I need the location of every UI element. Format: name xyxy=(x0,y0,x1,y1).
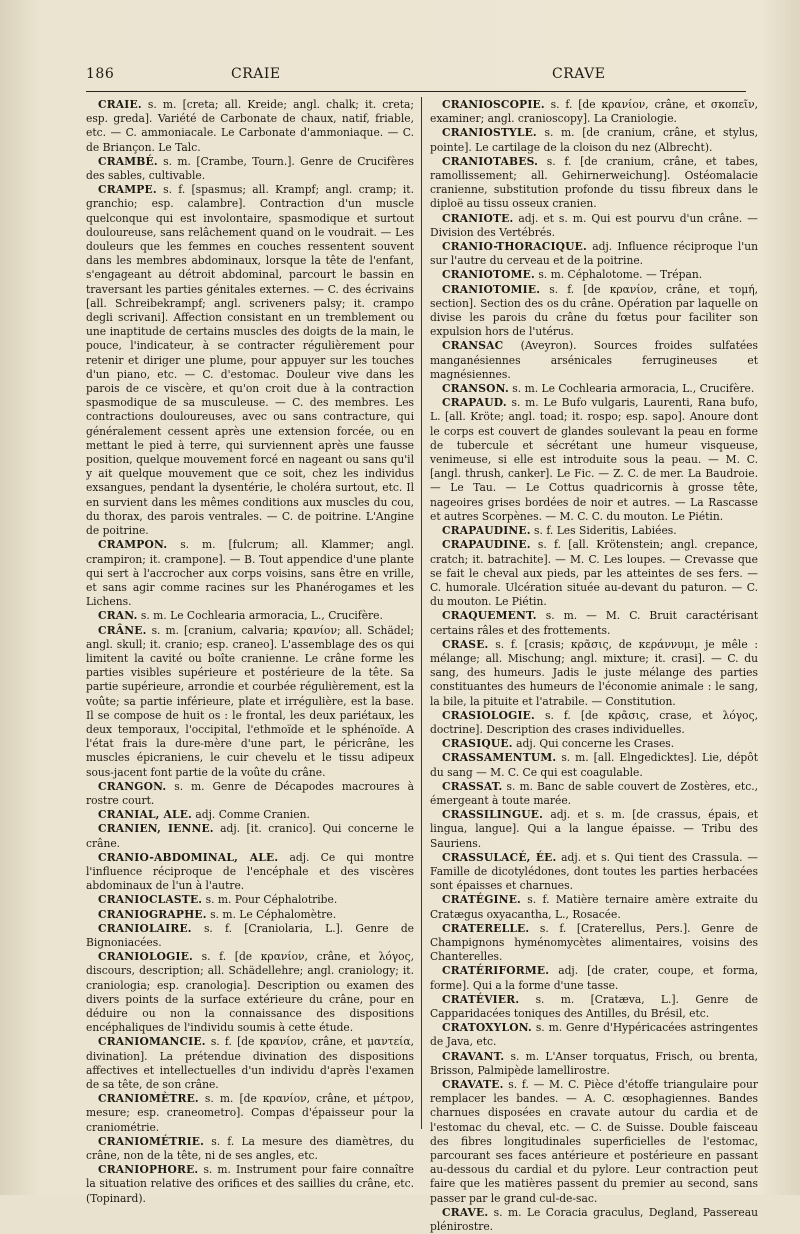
entry-headword: CRATÉVIER. xyxy=(442,992,520,1006)
entry-definition: s. m. — M. C. Bruit caractérisant certains râles et des frottements. xyxy=(430,609,758,637)
dictionary-entry xyxy=(430,339,758,382)
entry-definition: s. m. Pour Céphalotribe. xyxy=(202,893,338,907)
dictionary-entry xyxy=(86,1035,414,1092)
dictionary-entry xyxy=(86,808,414,822)
entry-headword: CRANIOLAIRE. xyxy=(98,921,192,935)
entry-headword: CRAVATE. xyxy=(442,1078,504,1092)
dictionary-entry xyxy=(430,808,758,851)
entry-headword: CRANIOPHORE. xyxy=(98,1163,199,1177)
entry-definition: s. m. Genre de Décapodes macroures à rostre court. xyxy=(86,779,414,807)
dictionary-entry xyxy=(430,538,758,609)
dictionary-entry xyxy=(430,780,758,808)
entry-headword: CRANIOMÈTRE. xyxy=(98,1092,199,1106)
dictionary-entry xyxy=(86,1163,414,1206)
entry-headword: CRÂNE. xyxy=(98,623,147,637)
entry-definition: s. m. [cranium, calvaria; κρανίον; all. Schädel; angl. skull; it. cranio; esp. craneo]. L'assemblage des os qui limitent la cavité ou boîte cranienne. Le crâne forme les parties visibles supérieure et postérieure de la tête. Sa partie supérieure, arrondie et courbée régulièrement, est la voûte; sa partie inférieure, plate et irrégulière, est la base. Il se compose de huit os : le frontal, les deux pariétaux, les deux temporaux, l'occipital, l'ethmoïde et le sphénoïde. A l'état frais la dure-mère d'une part, le péricrâne, les muscles épicraniens, le cuir chevelu et le tissu adipeux sous-jacent font partie de la voûte du crâne. xyxy=(86,623,414,779)
entry-headword: CRAMPE. xyxy=(98,183,157,197)
entry-headword: CRAPAUDINE. xyxy=(442,538,531,552)
entry-headword: CRATÉRIFORME. xyxy=(442,964,550,978)
dictionary-entry xyxy=(86,780,414,808)
entry-headword: CRANIOMÉTRIE. xyxy=(98,1134,205,1148)
entry-definition: adj. [de crater, coupe, et forma, forme]. Qui a la forme d'une tasse. xyxy=(430,964,758,992)
entry-definition: s. m. [de cranium, crâne, et stylus, pointe]. Le cartilage de la cloison du nez (Albrecht). xyxy=(430,126,758,154)
entry-headword: CRAPAUD. xyxy=(442,396,507,410)
entry-headword: CRAQUEMENT. xyxy=(442,609,537,623)
entry-headword: CRASSILINGUE. xyxy=(442,808,544,822)
dictionary-entry xyxy=(86,893,414,907)
entry-headword: CRATÉGINE. xyxy=(442,893,521,907)
entry-definition: s. f. Les Sideritis, Labiées. xyxy=(530,524,677,538)
entry-headword: CRANSAC xyxy=(442,339,504,353)
dictionary-entry xyxy=(430,709,758,737)
dictionary-entry xyxy=(430,382,758,396)
entry-definition: s. m. [Crambe, Tourn.]. Genre de Crucifères des sables, cultivable. xyxy=(86,154,414,183)
right-column xyxy=(430,98,758,1234)
entry-headword: CRASSAMENTUM. xyxy=(442,751,557,765)
dictionary-entry xyxy=(430,922,758,965)
entry-definition: adj. Influence réciproque l'un sur l'autre du cerveau et de la poitrine. xyxy=(430,240,758,268)
entry-definition: s. m. L'Anser torquatus, Frisch, ou brenta, Brisson, Palmipède lamellirostre. xyxy=(430,1049,758,1077)
dictionary-entry xyxy=(430,212,758,240)
entry-definition: s. m. Banc de sable couvert de Zostères, etc., émergeant à toute marée. xyxy=(430,779,758,807)
entry-definition: s. f. [de cranium, crâne, et tabes, ramollissement; all. Gehirnerweichung]. Ostéomalacie cranienne, substitution profonde du tissu fibreux dans le diploë au tissu osseux cranien. xyxy=(430,154,758,211)
entry-headword: CRANIOSCOPIE. xyxy=(442,98,545,111)
entry-definition: s. f. [de κρᾶσις, crase, et λόγος, doctrine]. Description des crases individuelles. xyxy=(430,708,758,736)
page-number: 186 xyxy=(86,66,115,82)
entry-definition: adj. et s. m. [de crassus, épais, et lingua, langue]. Qui a la langue épaisse. — Tribu des Sauriens. xyxy=(430,808,758,850)
dictionary-entry xyxy=(430,751,758,779)
dictionary-entry xyxy=(430,893,758,921)
entry-definition: adj. [it. cranico]. Qui concerne le crâne. xyxy=(86,822,414,850)
dictionary-entry xyxy=(86,624,414,780)
dictionary-entry xyxy=(430,396,758,524)
dictionary-entry xyxy=(86,538,414,609)
entry-definition: s. m. [de κρανίον, crâne, et μέτρον, mesure; esp. craneometro]. Compas d'épaisseur pour la craniométrie. xyxy=(86,1092,414,1134)
entry-definition: s. m. Céphalotome. — Trépan. xyxy=(534,268,703,282)
entry-definition: s. m. [Cratæva, L.]. Genre de Capparidacées toniques des Antilles, du Brésil, etc. xyxy=(430,992,758,1020)
entry-definition: s. f. [spasmus; all. Krampf; angl. cramp; it. granchio; esp. calambre]. Contraction d'un muscle quelconque qui est involontaire, spasmodique et surtout douloureuse, sans relâchement quand on le voudrait. — Les douleurs que les femmes en couches ressentent souvent dans les membres abdominaux, lorsque la tête de l'enfant, s'engageant au détroit abdominal, parcourt le bassin en traversant les parties génitales externes. — C. des écrivains [all. Schreibekrampf; angl. scriveners palsy; it. crampo degli scrivani]. Affection consistant en un tremblement ou une inaptitude de certains muscles des doigts de la main, le pouce, l'indicateur, à se contracter régulièrement pour retenir et diriger une plume, pour appuyer sur les touches d'un piano, etc. — C. d'estomac. Douleur vive dans les parois de ce viscère, et qu'on croit due à la contraction spasmodique de sa musculeuse. — C. des membres. Les contractions douloureuses, avec ou sans contracture, qui généralement cessent après une extension forcée, ou en mettant le pied à terre, qui surviennent après une fausse position, quelque mouvement forcé en nageant ou sans qu'il y ait quelque mouvement que ce soit, chez les individus exsangues, pendant la dysentérie, le choléra surtout, etc. Il en survient dans les mêmes conditions aux muscles du cou, du thorax, des parois ventrales. — C. de poitrine. L'Angine de poitrine. xyxy=(86,183,414,538)
entry-headword: CRANIO-THORACIQUE. xyxy=(442,240,587,254)
left-column xyxy=(86,98,414,1206)
entry-definition: s. f. [de κρανίον, crâne, et σκοπεῖν, examiner; angl. cranioscopy]. La Craniologie. xyxy=(430,98,758,126)
entry-definition: s. m. [all. Elngedicktes]. Lie, dépôt du sang — M. C. Ce qui est coagulable. xyxy=(430,751,758,779)
entry-definition: s. m. Le Coracia graculus, Degland, Passereau plénirostre. xyxy=(430,1205,758,1234)
right-guide-word: CRAVE xyxy=(552,66,606,82)
entry-headword: CRASIOLOGIE. xyxy=(442,708,535,722)
entry-headword: CRANIOCLASTE. xyxy=(98,893,203,907)
entry-definition: s. m. Le Bufo vulgaris, Laurenti, Rana bufo, L. [all. Kröte; angl. toad; it. rospo; esp. sapo]. Anoure dont le corps est couvert de glandes soulevant la peau en forme de tubercule et sécrétant une humeur visqueuse, venimeuse, si elle est introduite sous la peau. — M. C. [angl. thrush, canker]. Le Fic. — Z. C. de mer. La Baudroie. — Le Tau. — Le Cottus quadricornis à grosse tête, nageoires grises bordées de noir et autres. — La Rascasse et autres Scorpènes. — M. C. C. du mouton. Le Piétin. xyxy=(430,396,758,523)
dictionary-entry xyxy=(430,1078,758,1206)
entry-headword: CRANIOMANCIE. xyxy=(98,1035,206,1049)
entry-headword: CRAMPON. xyxy=(98,538,168,552)
entry-definition: s. m. Genre d'Hypéricacées astringentes de Java, etc. xyxy=(430,1021,758,1049)
entry-headword: CRATERELLE. xyxy=(442,921,530,935)
dictionary-entry xyxy=(430,126,758,154)
dictionary-entry xyxy=(86,822,414,850)
entry-headword: CRANIOTE. xyxy=(442,211,514,225)
entry-definition: s. m. Le Cochlearia armoracia, L., Crucifère. xyxy=(137,609,383,623)
dictionary-entry xyxy=(430,1050,758,1078)
entry-definition: s. m. [creta; all. Kreide; angl. chalk; it. creta; esp. greda]. Variété de Carbonate de chaux, natif, friable, etc. — C. ammoniacale. Le Carbonate d'ammoniaque. — C. de Briançon. Le Talc. xyxy=(86,98,414,154)
dictionary-entry xyxy=(430,993,758,1021)
entry-definition: s. f. [all. Krötenstein; angl. crepance, cratch; it. batrachite]. — M. C. Les loupes. — Crevasse que se fait le cheval aux pieds, par les atteintes de ses fers. — C. humorale. Ulcération située au-devant du paturon. — C. du mouton. Le Piétin. xyxy=(430,538,758,609)
entry-definition: (Aveyron). Sources froides sulfatées manganésiennes arsénicales ferrugineuses et magnésiennes. xyxy=(430,339,758,381)
entry-headword: CRAN. xyxy=(98,609,138,623)
dictionary-entry xyxy=(430,524,758,538)
dictionary-entry xyxy=(430,268,758,282)
header-rule xyxy=(86,91,746,92)
dictionary-entry xyxy=(86,609,414,623)
dictionary-entry xyxy=(430,964,758,992)
dictionary-entry xyxy=(430,638,758,709)
entry-definition: s. f. [de κρανίον, crâne, et τομή, section]. Section des os du crâne. Opération par laquelle on divise les parois du crâne du fœtus pour faciliter son expulsion hors de l'utérus. xyxy=(430,282,758,339)
entry-headword: CRANIOTABES. xyxy=(442,154,539,168)
dictionary-entry xyxy=(86,922,414,950)
entry-headword: CRANGON. xyxy=(98,779,167,793)
entry-definition: s. f. [crasis; κρᾶσις, de κεράννυμι, je mêle : mélange; all. Mischung; angl. mixture; it. crasi]. — C. du sang, des humeurs. Jadis le juste mélange des parties constituantes des humeurs de l'économie animale : le sang, la bile, la pituite et l'atrabile. — Constitution. xyxy=(430,637,758,708)
running-header xyxy=(86,66,746,90)
dictionary-entry xyxy=(86,851,414,894)
entry-headword: CRASSAT. xyxy=(442,779,503,793)
entry-headword: CRANIOLOGIE. xyxy=(98,950,193,964)
entry-headword: CRANIOSTYLE. xyxy=(442,126,537,140)
entry-definition: adj. et s. m. Qui est pourvu d'un crâne. — Division des Vertébrés. xyxy=(430,211,758,239)
entry-headword: CRANIO-ABDOMINAL, ALE. xyxy=(98,850,279,864)
entry-headword: CRAVE. xyxy=(442,1205,489,1219)
entry-headword: CRANIOGRAPHE. xyxy=(98,907,207,921)
entry-headword: CRASSULACÉ, ÉE. xyxy=(442,850,557,864)
dictionary-entry xyxy=(430,1206,758,1234)
entry-definition: adj. Qui concerne les Crases. xyxy=(512,737,675,751)
entry-definition: adj. et s. Qui tient des Crassula. — Famille de dicotylédones, dont toutes les parties herbacées sont épaisses et charnues. xyxy=(430,850,758,893)
entry-definition: s. f. [de κρανίον, crâne, et λόγος, discours, description; all. Schädellehre; angl. craniology; it. craniologia; esp. cranologia]. Description ou examen des divers points de la surface extérieure du crâne, pour en déduire ou non la connaissance des dispositions encéphaliques de l'individu soumis à cette étude. xyxy=(86,950,414,1035)
dictionary-entry xyxy=(86,908,414,922)
entry-headword: CRANIOTOMIE. xyxy=(442,282,541,296)
entry-headword: CRANSON. xyxy=(442,382,509,396)
dictionary-entry xyxy=(86,950,414,1035)
dictionary-entry xyxy=(430,155,758,212)
entry-headword: CRAVANT. xyxy=(442,1049,505,1063)
dictionary-entry xyxy=(430,851,758,894)
entry-definition: s. f. [de κρανίον, crâne, et μαντεία, divination]. La prétendue divination des dispositions affectives et intellectuelles d'un individu d'après l'examen de sa tête, de son crâne. xyxy=(86,1035,414,1092)
dictionary-entry xyxy=(86,183,414,538)
entry-definition: s. f. Matière ternaire amère extraite du Cratægus oxyacantha, L., Rosacée. xyxy=(430,893,758,921)
dictionary-entry xyxy=(430,1021,758,1049)
dictionary-entry xyxy=(430,609,758,637)
dictionary-entry xyxy=(86,155,414,183)
entry-definition: s. f. La mesure des diamètres, du crâne, non de la tête, ni de ses angles, etc. xyxy=(86,1134,414,1163)
entry-definition: s. m. [fulcrum; all. Klammer; angl. crampiron; it. crampone]. — B. Tout appendice d'une plante qui sert à l'accrocher aux corps voisins, sans être en vrille, et sans agir comme racines sur les Phanérogames et les Lichens. xyxy=(86,538,414,609)
entry-headword: CRANIAL, ALE. xyxy=(98,808,192,822)
column-divider xyxy=(421,97,422,1129)
dictionary-entry xyxy=(430,283,758,340)
entry-headword: CRASIQUE. xyxy=(442,737,513,751)
entry-definition: s. f. [Craterellus, Pers.]. Genre de Champignons hyménomycètes alimentaires, voisins des Chanterelles. xyxy=(430,921,758,964)
entry-headword: CRANIEN, IENNE. xyxy=(98,822,214,836)
entry-definition: s. m. Le Céphalomètre. xyxy=(206,907,337,921)
entry-definition: adj. Ce qui montre l'influence réciproque de l'encéphale et des viscères abdominaux de l'un à l'autre. xyxy=(86,850,414,893)
dictionary-entry xyxy=(86,1135,414,1163)
entry-definition: s. f. [Craniolaria, L.]. Genre de Bignoniacées. xyxy=(86,921,414,949)
entry-headword: CRASE. xyxy=(442,637,489,651)
entry-definition: s. f. — M. C. Pièce d'étoffe triangulaire pour remplacer les bandes. — A. C. œsophagiennes. Bandes charnues disposées en cravate autour du cardia et de l'estomac du cheval, etc. — C. de Suisse. Double faisceau des fibres longitudinales superficielles de l'estomac, parcourant ses faces antérieure et postérieure en passant au-dessous du cardial et du pylore. Leur contraction peut faire que les matières passent du premier au second, sans passer par le grand cul-de-sac. xyxy=(430,1078,758,1205)
entry-definition: s. m. Instrument pour faire connaître la situation relative des orifices et des saillies du crâne, etc. (Topinard). xyxy=(86,1163,414,1205)
entry-headword: CRAMBÉ. xyxy=(98,154,158,168)
left-guide-word: CRAIE xyxy=(231,66,281,82)
entry-headword: CRAPAUDINE. xyxy=(442,524,531,538)
entry-definition: adj. Comme Cranien. xyxy=(191,808,310,822)
entry-headword: CRANIOTOME. xyxy=(442,268,535,282)
entry-headword: CRATOXYLON. xyxy=(442,1021,532,1035)
entry-definition: s. m. Le Cochlearia armoracia, L., Crucifère. xyxy=(508,382,755,396)
dictionary-entry xyxy=(430,737,758,751)
dictionary-entry xyxy=(86,98,414,155)
dictionary-entry xyxy=(430,240,758,268)
dictionary-entry xyxy=(430,98,758,126)
dictionary-entry xyxy=(86,1092,414,1135)
entry-headword: CRAIE. xyxy=(98,98,142,111)
